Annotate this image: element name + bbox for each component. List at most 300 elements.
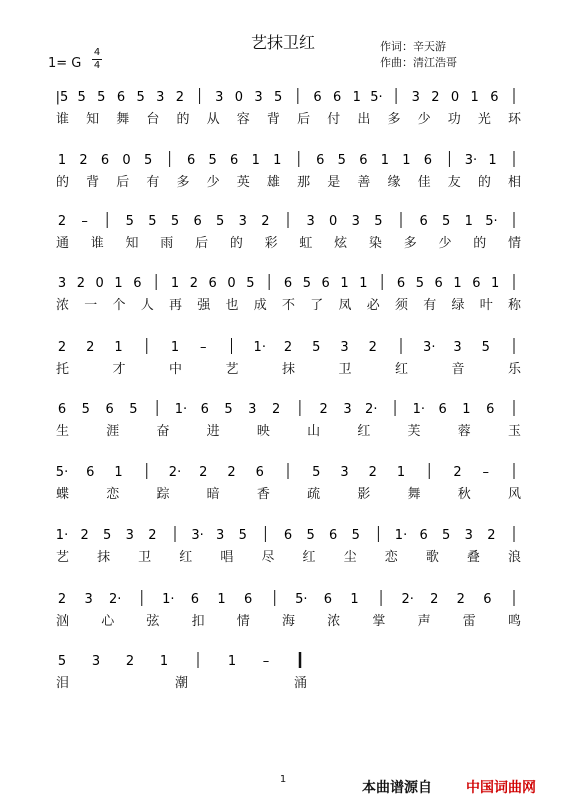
note: 2 (80, 528, 89, 543)
credits (380, 39, 457, 71)
lyric-char: 映 (256, 424, 270, 439)
notation-line (0, 210, 566, 234)
note: 1 (396, 465, 406, 480)
note: – (482, 465, 489, 480)
note: 3 (215, 90, 224, 105)
note: 5· (370, 90, 383, 105)
music-system (0, 272, 566, 336)
note: 6 (190, 592, 200, 607)
song-title: 艺抹卫红 (250, 33, 315, 52)
music-system (0, 650, 566, 714)
lyric-char: 多 (387, 112, 401, 127)
note: 1 (57, 153, 67, 168)
lyric-char: 红 (179, 550, 193, 565)
note: 6 (105, 402, 114, 417)
lyric-char: 成 (253, 298, 267, 313)
note: 1 (340, 276, 349, 291)
lyric-char: 英 (236, 175, 250, 190)
note: 0 (329, 214, 338, 229)
note: 5 (306, 528, 315, 543)
time-signature-top: 4 (93, 47, 101, 58)
note: 6 (321, 276, 330, 291)
lyric-char: 多 (176, 175, 190, 190)
note: 3 (453, 340, 462, 355)
music-system (0, 336, 566, 400)
lyric-char: 彩 (264, 236, 278, 251)
note: 5 (103, 528, 112, 543)
lyric-char: 舞 (407, 487, 421, 502)
lyric-char: 红 (395, 362, 409, 377)
note: 2 (189, 276, 198, 291)
lyric-char: 环 (508, 112, 522, 127)
note: 6 (323, 592, 333, 607)
lyric-char: 知 (86, 112, 100, 127)
lyric-line (0, 232, 566, 250)
note: 5 (129, 402, 138, 417)
music-system (0, 524, 566, 588)
lyric-char: 了 (310, 298, 324, 313)
note: 2 (456, 592, 465, 607)
note: 6 (243, 592, 253, 607)
lyric-line (0, 483, 566, 501)
notation-line (0, 588, 566, 612)
note: 6 (434, 276, 443, 291)
music-system (0, 398, 566, 462)
note: 1· (162, 592, 175, 607)
note: 2 (175, 90, 185, 105)
note: 5· (485, 214, 498, 229)
note: 6 (116, 90, 126, 105)
note: – (81, 214, 88, 229)
lyric-char: 称 (508, 298, 522, 313)
notation-line (0, 149, 566, 173)
note: 5· (295, 592, 308, 607)
lyric-line (0, 108, 566, 126)
lyric-char: 雄 (266, 175, 280, 190)
note: 5 (125, 214, 134, 229)
lyric-char: 涌 (294, 676, 308, 691)
lyric-char: 红 (357, 424, 371, 439)
note: 1 (273, 153, 282, 168)
lyric-char: 情 (508, 236, 522, 251)
notation-line (0, 650, 566, 674)
lyric-char: 也 (225, 298, 239, 313)
note: 5 (442, 214, 451, 229)
note: 6 (283, 528, 293, 543)
note: 1 (402, 153, 411, 168)
lyric-char: 光 (477, 112, 491, 127)
note: 5 (77, 90, 86, 105)
note: 3 (125, 528, 134, 543)
lyric-char: 凤 (338, 298, 352, 313)
lyric-char: 心 (101, 614, 115, 629)
note: 5 (374, 214, 383, 229)
note: 3 (306, 214, 315, 229)
lyric-char: 相 (508, 175, 522, 190)
note: 2· (401, 592, 414, 607)
lyric-char: 疏 (307, 487, 321, 502)
lyric-char: 声 (417, 614, 431, 629)
lyric-char: 生 (56, 424, 70, 439)
note: 2 (487, 528, 496, 543)
note: 5 (81, 402, 90, 417)
note: 6 (230, 153, 239, 168)
note: 2 (57, 214, 67, 229)
note: 6 (133, 276, 142, 291)
note: 2 (431, 90, 440, 105)
lyric-char: 背 (86, 175, 100, 190)
lyric-line (0, 610, 566, 628)
lyric-char: 有 (146, 175, 160, 190)
note: 5 (442, 528, 451, 543)
note: 5 (97, 90, 106, 105)
note: 2 (283, 340, 293, 355)
lyric-char: 从 (206, 112, 220, 127)
note: 2 (199, 465, 208, 480)
lyric-char: 叶 (479, 298, 493, 313)
key-signature: 1= G (48, 56, 82, 71)
note: 1 (470, 90, 479, 105)
note: 5 (208, 153, 217, 168)
lyric-char: 少 (206, 175, 220, 190)
note: 6 (208, 276, 217, 291)
notation-line (0, 398, 566, 422)
note: 5 (143, 153, 153, 168)
note: |5 (55, 90, 69, 105)
note: 2 (57, 592, 67, 607)
music-system (0, 461, 566, 525)
note: 2 (57, 340, 67, 355)
note: 1· (55, 528, 69, 543)
note: 0 (122, 153, 131, 168)
lyric-char: 后 (195, 236, 209, 251)
lyric-char: 再 (169, 298, 183, 313)
note: 1· (253, 340, 266, 355)
note: 5· (55, 465, 69, 480)
note: 3 (216, 528, 225, 543)
lyric-char: 友 (447, 175, 461, 190)
note: 5 (337, 153, 346, 168)
note: 3 (464, 528, 473, 543)
lyric-char: 玉 (508, 424, 522, 439)
lyric-char: 鸣 (508, 614, 522, 629)
note: 6 (283, 276, 293, 291)
lyric-char: 恋 (384, 550, 398, 565)
lyric-char: 艺 (225, 362, 239, 377)
lyric-char: 蝶 (56, 487, 70, 502)
lyric-char: 汹 (56, 614, 70, 629)
lyric-char: 浓 (327, 614, 341, 629)
lyric-line (0, 546, 566, 564)
lyric-char: 中 (169, 362, 183, 377)
note: 3 (248, 402, 257, 417)
note: 1 (464, 214, 473, 229)
note: 6 (100, 153, 110, 168)
lyric-char: 雨 (160, 236, 174, 251)
lyric-char: 后 (116, 175, 130, 190)
note: 6 (359, 153, 368, 168)
note: 6 (200, 402, 209, 417)
lyric-char: 尘 (343, 550, 357, 565)
lyric-char: 容 (236, 112, 250, 127)
note: 1· (394, 528, 408, 543)
note: 5 (312, 340, 321, 355)
note: 2· (168, 465, 182, 480)
note: 2 (227, 465, 236, 480)
time-signature (92, 48, 102, 71)
note: 5 (170, 214, 180, 229)
lyric-char: 须 (395, 298, 409, 313)
lyric-char: 不 (282, 298, 296, 313)
time-signature-bottom: 4 (93, 60, 101, 71)
note: 3· (423, 340, 436, 355)
lyric-char: 暗 (206, 487, 220, 502)
note: 3 (351, 214, 360, 229)
lyric-char: 尽 (261, 550, 275, 565)
note: 3 (156, 90, 165, 105)
lyric-char: 绿 (451, 298, 465, 313)
note: 5 (351, 528, 360, 543)
lyric-char: 恋 (106, 487, 120, 502)
note: 3 (343, 402, 352, 417)
note: 1 (491, 276, 500, 291)
note: 2 (125, 654, 135, 669)
note: 3 (91, 654, 101, 669)
note: 1 (217, 592, 226, 607)
note: 6 (313, 90, 322, 105)
lyric-char: 付 (327, 112, 341, 127)
footer-site: 中国词曲网 (466, 780, 536, 796)
note: 2 (86, 340, 95, 355)
lyric-char: 香 (256, 487, 270, 502)
note: 5 (302, 276, 311, 291)
lyric-char: 是 (327, 175, 341, 190)
note: 5 (246, 276, 255, 291)
lyric-char: 唱 (220, 550, 234, 565)
note: 2 (453, 465, 462, 480)
lyric-char: 乐 (508, 362, 522, 377)
note: 1 (488, 153, 497, 168)
note: 6 (332, 90, 342, 105)
note: 2 (319, 402, 328, 417)
music-system (0, 149, 566, 213)
lyric-char: 抹 (97, 550, 111, 565)
lyric-char: 染 (368, 236, 382, 251)
footer-source: 本曲谱源自 (362, 780, 432, 796)
lyric-char: 背 (266, 112, 280, 127)
note: 3 (57, 276, 67, 291)
note: 6 (187, 153, 196, 168)
note: 6 (419, 214, 428, 229)
note: 6 (86, 465, 95, 480)
note: 6 (193, 214, 202, 229)
lyric-char: 功 (447, 112, 461, 127)
note: 2 (368, 340, 377, 355)
note: 5 (224, 402, 233, 417)
lyric-char: 的 (473, 236, 487, 251)
lyric-char: 蓉 (457, 424, 471, 439)
lyric-char: 踪 (156, 487, 170, 502)
note: 6 (329, 528, 338, 543)
note: 2 (261, 214, 270, 229)
notation-line (0, 336, 566, 360)
note: 3 (340, 465, 349, 480)
note: 6 (423, 153, 433, 168)
lyric-char: 有 (423, 298, 437, 313)
note: 5 (148, 214, 157, 229)
lyric-char: 善 (357, 175, 371, 190)
lyric-line (0, 358, 566, 376)
note: 0 (95, 276, 104, 291)
lyric-char: 叠 (466, 550, 480, 565)
lyric-char: 红 (302, 550, 316, 565)
note: 6 (316, 153, 325, 168)
note: – (262, 654, 270, 669)
lyric-char: 浓 (56, 298, 70, 313)
lyric-char: 雷 (462, 614, 476, 629)
lyric-char: 才 (112, 362, 126, 377)
note: 5 (216, 214, 225, 229)
note: 3 (238, 214, 247, 229)
note: 2 (368, 465, 377, 480)
lyric-char: 多 (403, 236, 417, 251)
note: 6 (483, 592, 492, 607)
note: 5 (57, 654, 67, 669)
note: 1 (352, 90, 361, 105)
note: 1 (114, 276, 123, 291)
note: 3· (464, 153, 478, 168)
lyric-char: 扣 (191, 614, 205, 629)
lyric-char: 少 (438, 236, 452, 251)
lyric-char: 芙 (407, 424, 421, 439)
lyric-char: 秋 (457, 487, 471, 502)
lyric-char: 必 (366, 298, 380, 313)
note: 5 (312, 465, 321, 480)
note: 0 (450, 90, 460, 105)
music-system (0, 210, 566, 274)
lyric-line (0, 171, 566, 189)
note: 6 (419, 528, 428, 543)
note: 1 (380, 153, 389, 168)
notation-line (0, 524, 566, 548)
note: 1 (114, 465, 123, 480)
lyric-char: 情 (236, 614, 250, 629)
note: 2 (271, 402, 281, 417)
note: 6 (438, 402, 447, 417)
note: 5 (274, 90, 283, 105)
note: 6 (472, 276, 481, 291)
notation-line (0, 86, 566, 110)
lyric-char: 的 (176, 112, 190, 127)
note: 1 (359, 276, 368, 291)
lyric-char: 进 (206, 424, 220, 439)
note: 1 (251, 153, 260, 168)
note: 5 (238, 528, 247, 543)
lyric-char: 泪 (56, 676, 70, 691)
lyric-char: 那 (297, 175, 311, 190)
lyric-char: 艺 (56, 550, 70, 565)
lyric-line (0, 294, 566, 312)
note: 6 (57, 402, 67, 417)
lyric-char: 掌 (372, 614, 386, 629)
lyric-char: 谁 (56, 112, 70, 127)
lyric-char: 炫 (334, 236, 348, 251)
note: 3 (411, 90, 420, 105)
lyric-char: 通 (56, 236, 70, 251)
notation-line (0, 272, 566, 296)
lyric-char: 台 (146, 112, 160, 127)
note: 5 (481, 340, 490, 355)
notation-line (0, 461, 566, 485)
lyric-char: 卫 (138, 550, 152, 565)
lyric-char: 山 (307, 424, 321, 439)
note: 1· (412, 402, 426, 417)
note: 1 (227, 654, 237, 669)
note: 0 (227, 276, 236, 291)
lyric-line (0, 420, 566, 438)
lyric-char: 歌 (425, 550, 439, 565)
note: 3 (340, 340, 349, 355)
lyric-char: 个 (112, 298, 126, 313)
page-number: 1 (279, 774, 287, 785)
lyric-char: 少 (417, 112, 431, 127)
lyric-char: 海 (282, 614, 296, 629)
note: 3 (84, 592, 93, 607)
note: 5 (415, 276, 424, 291)
lyricist-credit: 作词：辛天游 (380, 40, 446, 53)
lyric-char: 虹 (299, 236, 313, 251)
note: 6 (255, 465, 264, 480)
lyric-char: 奋 (156, 424, 170, 439)
lyric-char: 后 (297, 112, 311, 127)
note: 1 (170, 340, 180, 355)
note: 1 (350, 592, 359, 607)
lyric-char: 浪 (508, 550, 522, 565)
note: 1 (170, 276, 180, 291)
lyric-line (0, 672, 566, 690)
lyric-char: 的 (477, 175, 491, 190)
note: 6 (396, 276, 406, 291)
lyric-char: 知 (125, 236, 139, 251)
note: 2· (365, 402, 378, 417)
lyric-char: 潮 (175, 676, 189, 691)
note: – (200, 340, 207, 355)
lyric-char: 缘 (387, 175, 401, 190)
note: 5 (136, 90, 145, 105)
note: 2 (79, 153, 88, 168)
music-system (0, 86, 566, 150)
note: 1 (114, 340, 123, 355)
note: 2 (148, 528, 157, 543)
note: 2· (108, 592, 122, 607)
note: 1· (174, 402, 188, 417)
note: 0 (234, 90, 244, 105)
lyric-char: 谁 (90, 236, 104, 251)
note: 2 (430, 592, 439, 607)
lyric-char: 抹 (282, 362, 296, 377)
lyric-char: 卫 (338, 362, 352, 377)
lyric-char: 强 (197, 298, 211, 313)
note: 6 (490, 90, 499, 105)
lyric-char: 涯 (106, 424, 120, 439)
note: 6 (486, 402, 495, 417)
lyric-char: 的 (56, 175, 70, 190)
note: 1 (453, 276, 462, 291)
lyric-char: 影 (357, 487, 371, 502)
lyric-char: 风 (508, 487, 522, 502)
note: 2 (76, 276, 85, 291)
lyric-char: 人 (140, 298, 154, 313)
